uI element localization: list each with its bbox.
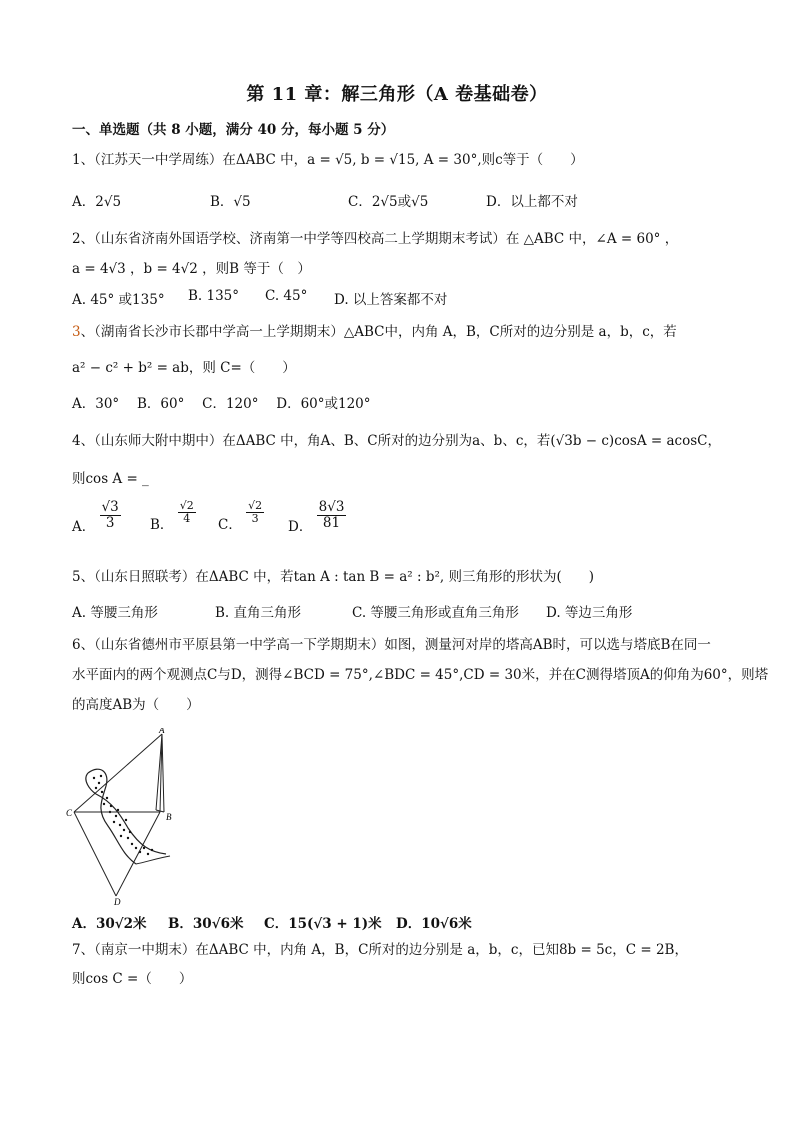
q4-option-d-label: D． (288, 519, 313, 536)
river-bank-right (86, 773, 166, 854)
question-4-stem-line2: 则cos A = _ (72, 471, 149, 487)
q4-option-c-numerator: √2 (248, 499, 263, 512)
figure-label-d: D (114, 897, 121, 906)
question-6-stem-line2: 水平面内的两个观测点C与D，测得∠BCD = 75°,∠BDC = 45°,CD = 30米，并在C测得塔顶A的仰角为60°，则塔 (72, 667, 769, 683)
question-5-stem: 5、（山东日照联考）在ΔABC 中，若tan A : tan B = a² : b², 则三角形的形状为( ) (72, 569, 595, 585)
q4-option-b-numerator: √2 (179, 499, 194, 512)
q1-option-c: C．2√5或√5 (348, 194, 429, 210)
question-6-stem-line1: 6、（山东省德州市平原县第一中学高一下学期期末）如图，测量河对岸的塔高AB时，可以选与塔底B在同一 (72, 637, 711, 653)
question-1-stem: 1、（江苏天一中学周练）在ΔABC 中，a = √5, b = √15, A = 30°,则c等于（ ） (72, 152, 584, 168)
section-heading: 一、单选题（共 8 小题，满分 40 分，每小题 5 分） (72, 122, 395, 138)
tower-measurement-figure (66, 728, 186, 906)
q4-option-d-numerator: 8√3 (318, 499, 345, 515)
q6-option-a: A．30√2米 (72, 916, 147, 932)
q4-option-d-denominator: 81 (322, 514, 341, 531)
q6-option-d: D．10√6米 (396, 916, 472, 932)
q2-option-d: D. 以上答案都不对 (334, 292, 448, 308)
river-bank-left (88, 769, 136, 864)
sight-line-ca (74, 734, 162, 812)
q4-option-b (150, 499, 196, 533)
q4-option-b-label: B． (150, 516, 174, 533)
figure-label-a: A (159, 728, 165, 735)
q4-option-c-label: C． (218, 516, 242, 533)
q4-option-a-denominator: 3 (105, 514, 115, 531)
q2-option-b: B. 135° (188, 288, 240, 304)
q5-option-c: C. 等腰三角形或直角三角形 (352, 605, 519, 621)
question-2-stem-line2: a = 4√3 ，b = 4√2 ，则B 等于（ ） (72, 261, 311, 277)
q4-option-a-numerator: √3 (101, 499, 119, 515)
figure-label-c: C (66, 808, 73, 818)
q6-option-c: C．15(√3 + 1)米 (264, 916, 382, 932)
q2-option-c: C. 45° (265, 288, 308, 304)
q4-option-a (72, 499, 121, 536)
question-2-stem-line1: 2、（山东省济南外国语学校、济南第一中学等四校高二上学期期末考试）在 △ABC 中，∠A = 60° ， (72, 231, 679, 247)
question-7-stem-line2: 则cos C =（ ） (72, 971, 193, 987)
question-3-number: 3 (72, 324, 81, 340)
question-4-stem-line1: 4、（山东师大附中期中）在ΔABC 中，角A、B、C所对的边分别为a、b、c，若(√3b − c)cosA = acosC， (72, 433, 721, 449)
q6-option-b: B．30√6米 (168, 916, 244, 932)
q5-option-d: D. 等边三角形 (546, 605, 633, 621)
q4-option-c-denominator: 3 (251, 512, 259, 526)
q1-option-b: B．√5 (210, 194, 251, 210)
tower-line-3 (162, 734, 164, 812)
q2-option-a: A. 45° 或135° (72, 292, 165, 308)
figure-label-b: B (166, 812, 172, 822)
q4-option-a-label: A． (72, 519, 96, 536)
line-db (116, 812, 160, 896)
q4-option-c (218, 499, 264, 533)
q1-option-d: D．以上都不对 (486, 194, 578, 210)
question-3-stem-line1 (72, 320, 677, 340)
q1-option-a: A．2√5 (72, 194, 122, 210)
question-3-stem-line2: a² − c² + b² = ab，则 C=（ ） (72, 360, 296, 376)
line-cd (74, 812, 116, 896)
river-bank-lower (136, 856, 170, 864)
question-7-stem-line1: 7、（南京一中期末）在ΔABC 中，内角 A，B，C所对的边分别是 a，b，c，已知8b = 5c，C = 2B， (72, 942, 688, 958)
q4-option-d (288, 499, 346, 536)
q5-option-b: B. 直角三角形 (215, 605, 302, 621)
q5-option-a: A. 等腰三角形 (72, 605, 158, 621)
question-6-stem-line3: 的高度AB为（ ） (72, 697, 200, 713)
q4-option-b-denominator: 4 (183, 512, 191, 526)
q3-options: A．30° B．60° C．120° D．60°或120° (72, 396, 371, 412)
page-title: 第 11 章：解三角形（A 卷基础卷） (246, 84, 548, 105)
question-3-stem-text: 、（湖南省长沙市长郡中学高一上学期期末）△ABC中，内角 A，B，C所对的边分别是 a，b，c，若 (80, 324, 677, 340)
